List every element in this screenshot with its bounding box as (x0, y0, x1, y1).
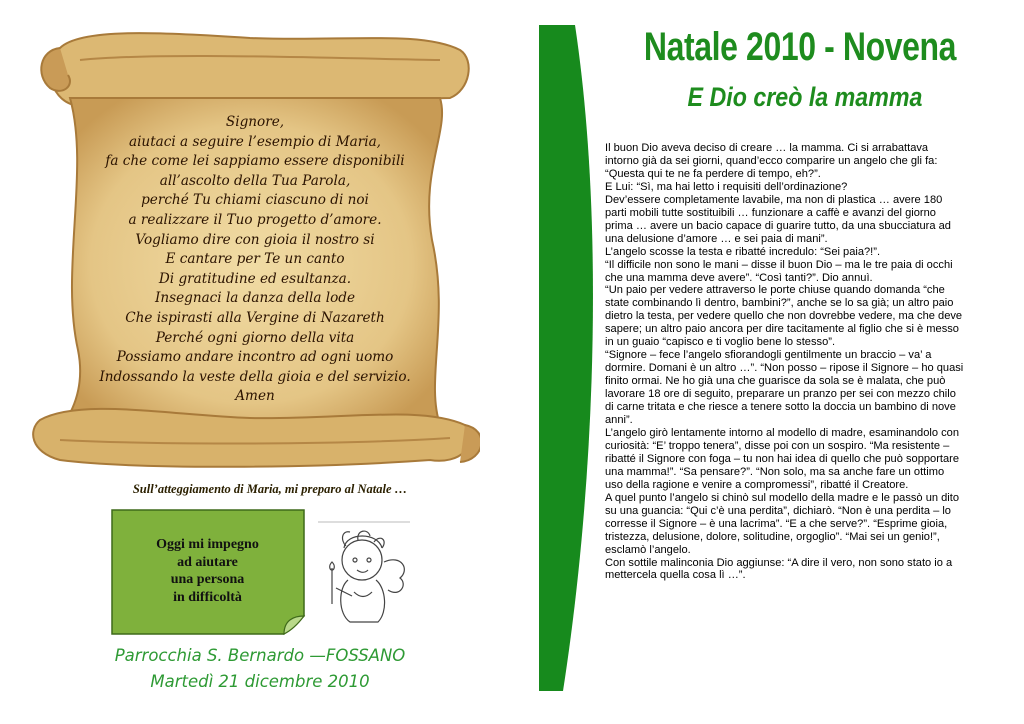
green-decorative-band (535, 25, 605, 691)
commitment-line: in difficoltà (173, 589, 242, 605)
story-paragraph: L’angelo scosse la testa e ribatté incredulo: “Sei paia?!”. (605, 245, 881, 258)
prayer-line: perché Tu chiami ciascuno di noi (141, 192, 369, 209)
prayer-line: Amen (235, 388, 275, 405)
commitment-line: una persona (170, 572, 245, 587)
prayer-line: a realizzare il Tuo progetto d’amore. (128, 211, 382, 228)
story-paragraph: “Il difficile non sono le mani – disse il buon Dio – ma le tre paia di occhi che una mamma deve avere”. “Così tanti?”. Dio annuì. (605, 258, 953, 284)
story-paragraph: “Un paio per vedere attraverso le porte chiuse quando domanda “che state combinando lì dentro, bambini?”, anche se lo sa già; un altro paio dietro la testa, per vedere quello che non dovrebbe vedere, ma che deve sapere; un altro paio ancora per dire tacitamente al figlio che si è messo in un guaio “capisco e ti voglio bene lo stesso”. (605, 284, 963, 349)
commitment-note (120, 536, 295, 606)
story-paragraph: Il buon Dio aveva deciso di creare … la mamma. Ci si arrabattava intorno già da sei giorni, quand’ecco comparire un angelo che gli fa: “Questa qui te ne fa perdere di tempo, eh?”. (605, 142, 938, 180)
prayer-text (70, 113, 440, 407)
prayer-line: Di gratitudine ed esultanza. (158, 270, 352, 287)
prayer-line: Insegnaci la danza della lode (154, 290, 356, 307)
page-title: Natale 2010 - Novena (643, 25, 957, 69)
scroll-caption: Sull’atteggiamento di Maria, mi preparo al Natale … (132, 482, 408, 496)
story-paragraph: “Signore – fece l’angelo sfiorandogli gentilmente un braccio – va’ a dormire. Domani è un altro …”. “Non posso – ripose il Signore – ho quasi finito ormai. Ne ho già una che guarisce da sola se è malata, che può lavorare 18 ore di seguito, preparare un pranzo per sei con mezzo chilo di carne tritata e che riesce a tenere sotto la doccia un bambino di nove anni”. (605, 349, 964, 427)
story-paragraph: E Lui: “Sì, ma hai letto i requisiti dell’ordinazione? (605, 180, 848, 193)
prayer-line: all’ascolto della Tua Parola, (159, 172, 351, 189)
prayer-line: aiutaci a seguire l’esempio di Maria, (128, 133, 381, 150)
prayer-line: Signore, (225, 114, 285, 130)
story-paragraph: A quel punto l’angelo si chinò sul modello della madre e le passò un dito su una guancia: “Qui c’è una perdita”, dichiarò. “Non è una perdita – lo corresse il Signore – è una lacrima”. “E a che serve?”. “Esprime gioia, tristezza, delusione, dolore, solitudine, orgoglio”. “Mai sei un genio!”, esclamò l’angelo. (605, 491, 959, 556)
novena-date: Martedì 21 dicembre 2010 (150, 672, 370, 691)
story-paragraph: L’angelo girò lentamente intorno al modello di madre, esaminandolo con curiosità: “E’ troppo tenera”, disse poi con un sospiro. “Ma resistente – ribatté il Signore con foga – tu non hai idea di quello che può sopportare una mamma!”. “Sa pensare?”. “Non solo, ma sa anche fare un ottimo uso della ragione e venire a compromessi”, ribatté il Creatore. (605, 426, 960, 491)
prayer-line: Vogliamo dire con gioia il nostro si (135, 231, 375, 248)
story-paragraph: Con sottile malinconia Dio aggiunse: “A dire il vero, non sono stato io a mettercela quella cosa lì …”. (605, 556, 953, 582)
prayer-line: Possiamo andare incontro ad ogni uomo (116, 349, 394, 366)
prayer-line: fa che come lei sappiamo essere disponibili (105, 153, 405, 170)
angel-illustration (314, 518, 414, 636)
commitment-line: ad aiutare (177, 554, 238, 570)
parish-footer (90, 643, 430, 695)
commitment-line: Oggi mi impegno (156, 537, 259, 552)
page-subtitle: E Dio creò la mamma (687, 82, 923, 112)
prayer-line: Perché ogni giorno della vita (155, 329, 355, 346)
prayer-line: Indossando la veste della gioia e del servizio. (99, 368, 411, 385)
prayer-line: E cantare per Te un canto (165, 251, 345, 268)
parish-name: Parrocchia S. Bernardo —FOSSANO (114, 646, 406, 665)
prayer-line: Che ispirasti alla Vergine di Nazareth (125, 309, 385, 326)
story-text (605, 142, 965, 582)
story-paragraph: Dev’essere completamente lavabile, ma non di plastica … avere 180 parti mobili tutte sostituibili … funzionare a caffè e avanzi del giorno prima … avere un bacio capace di guarire tutto, da una sbucciatura ad una delusione d’amore … e sei paia di mani”. (605, 193, 951, 245)
